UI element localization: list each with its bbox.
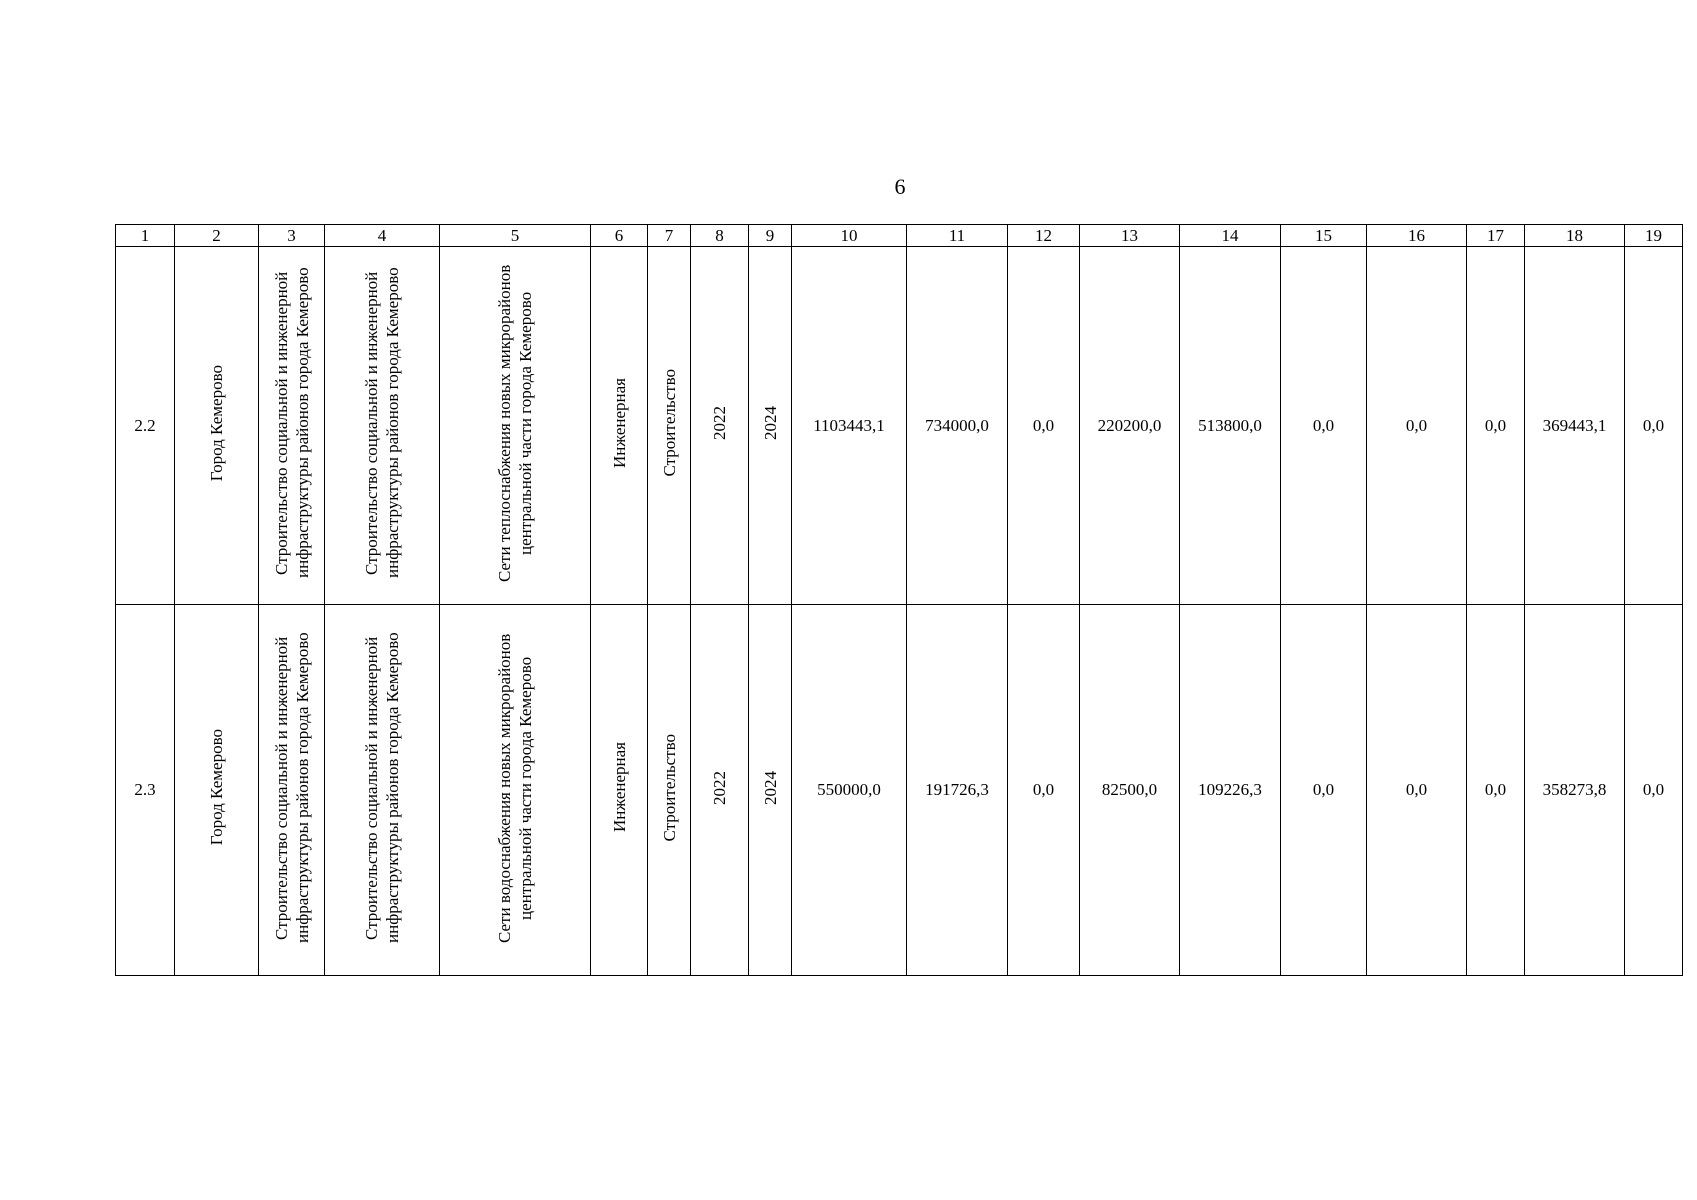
- value-cell: 109226,3: [1180, 605, 1281, 976]
- column-header: 17: [1467, 225, 1525, 247]
- program-cell: Строительство социальной и инженерной инфраструктуры районов города Кемерово: [259, 605, 325, 976]
- column-header: 4: [325, 225, 440, 247]
- column-header: 19: [1625, 225, 1683, 247]
- column-header: 5: [440, 225, 591, 247]
- table-row: [116, 247, 1683, 605]
- column-header: 1: [116, 225, 175, 247]
- value-cell: 369443,1: [1525, 247, 1625, 605]
- value-cell: 0,0: [1625, 247, 1683, 605]
- value-cell: 0,0: [1367, 247, 1467, 605]
- end-year-cell: 2024: [749, 247, 792, 605]
- municipality-cell: Город Кемерово: [175, 605, 259, 976]
- column-header: 12: [1008, 225, 1080, 247]
- row-number: 2.2: [116, 247, 175, 605]
- value-cell: 0,0: [1367, 605, 1467, 976]
- column-header: 8: [691, 225, 749, 247]
- value-cell: 0,0: [1467, 247, 1525, 605]
- column-header: 2: [175, 225, 259, 247]
- type-cell: Инженерная: [591, 247, 648, 605]
- value-cell: 0,0: [1467, 605, 1525, 976]
- column-header: 15: [1281, 225, 1367, 247]
- value-cell: 0,0: [1625, 605, 1683, 976]
- project-cell: Строительство социальной и инженерной инфраструктуры районов города Кемерово: [325, 247, 440, 605]
- column-header: 6: [591, 225, 648, 247]
- start-year-cell: 2022: [691, 605, 749, 976]
- page-number: 6: [894, 174, 906, 199]
- work-cell: Строительство: [648, 247, 691, 605]
- value-cell: 191726,3: [907, 605, 1008, 976]
- row-number: 2.3: [116, 605, 175, 976]
- value-cell: 0,0: [1008, 605, 1080, 976]
- type-cell: Инженерная: [591, 605, 648, 976]
- column-header: 11: [907, 225, 1008, 247]
- value-cell: 513800,0: [1180, 247, 1281, 605]
- column-header: 18: [1525, 225, 1625, 247]
- value-cell: 1103443,1: [792, 247, 907, 605]
- program-cell: Строительство социальной и инженерной инфраструктуры районов города Кемерово: [259, 247, 325, 605]
- value-cell: 358273,8: [1525, 605, 1625, 976]
- column-header: 13: [1080, 225, 1180, 247]
- start-year-cell: 2022: [691, 247, 749, 605]
- value-cell: 734000,0: [907, 247, 1008, 605]
- value-cell: 82500,0: [1080, 605, 1180, 976]
- object-cell: Сети теплоснабжения новых микрорайонов центральной части города Кемерово: [440, 247, 591, 605]
- column-header: 16: [1367, 225, 1467, 247]
- municipality-cell: Город Кемерово: [175, 247, 259, 605]
- work-cell: Строительство: [648, 605, 691, 976]
- value-cell: 0,0: [1008, 247, 1080, 605]
- end-year-cell: 2024: [749, 605, 792, 976]
- column-header: 9: [749, 225, 792, 247]
- column-header: 10: [792, 225, 907, 247]
- column-header: 3: [259, 225, 325, 247]
- value-cell: 0,0: [1281, 247, 1367, 605]
- value-cell: 220200,0: [1080, 247, 1180, 605]
- project-cell: Строительство социальной и инженерной инфраструктуры районов города Кемерово: [325, 605, 440, 976]
- header-row: [116, 225, 1683, 247]
- value-cell: 550000,0: [792, 605, 907, 976]
- column-header: 7: [648, 225, 691, 247]
- value-cell: 0,0: [1281, 605, 1367, 976]
- object-cell: Сети водоснабжения новых микрорайонов центральной части города Кемерово: [440, 605, 591, 976]
- data-table: [115, 224, 1683, 976]
- table-row: [116, 605, 1683, 976]
- column-header: 14: [1180, 225, 1281, 247]
